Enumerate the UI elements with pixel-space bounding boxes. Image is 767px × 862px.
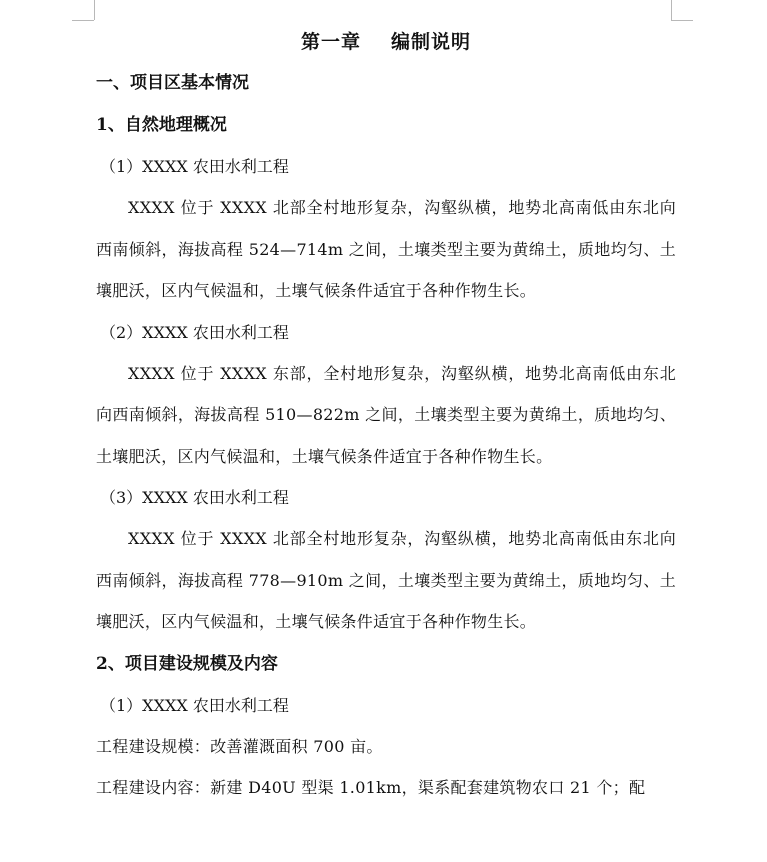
- crop-mark-top-left-horizontal: [72, 20, 94, 21]
- project-label-3: （3）XXXX 农田水利工程: [100, 488, 289, 507]
- project-paragraph-1: XXXX 位于 XXXX 北部全村地形复杂，沟壑纵横，地势北高南低由东北向西南倾斜，海拔高程 524—714m 之间，土壤类型主要为黄绵土，质地均匀、土壤肥沃，区内气候温和，土壤气候条件适宜于各种作物生长。: [96, 198, 676, 300]
- project-paragraph-3: XXXX 位于 XXXX 北部全村地形复杂，沟壑纵横，地势北高南低由东北向西南倾斜，海拔高程 778—910m 之间，土壤类型主要为黄绵土，质地均匀、土壤肥沃，区内气候温和，土壤气候条件适宜于各种作物生长。: [96, 529, 676, 631]
- crop-mark-top-left-vertical: [94, 0, 95, 20]
- section-heading-basic-info: 一、项目区基本情况: [96, 73, 249, 93]
- subsection-heading-scale: 2、项目建设规模及内容: [96, 653, 278, 674]
- project-label-2: （2）XXXX 农田水利工程: [100, 322, 289, 342]
- project-label-1: （1）XXXX 农田水利工程: [100, 157, 289, 176]
- crop-mark-top-right-horizontal: [671, 20, 693, 21]
- chapter-label: 第一章: [300, 31, 361, 53]
- scale-project-label-1: （1）XXXX 农田水利工程: [100, 695, 289, 715]
- construction-scale-line: 工程建设规模：改善灌溉面积 700 亩。: [96, 736, 383, 756]
- crop-mark-top-right-vertical: [671, 0, 672, 20]
- chapter-name: 编制说明: [391, 31, 472, 53]
- document-body: [96, 22, 676, 808]
- construction-content-line: 工程建设内容：新建 D40U 型渠 1.01km，渠系配套建筑物农口 21 个；配: [96, 777, 646, 797]
- project-paragraph-2: XXXX 位于 XXXX 东部，全村地形复杂，沟壑纵横，地势北高南低由东北向西南倾斜，海拔高程 510—822m 之间，土壤类型主要为黄绵土，质地均匀、土壤肥沃，区内气候温和，土壤气候条件适宜于各种作物生长。: [96, 363, 676, 466]
- chapter-title: [96, 22, 676, 62]
- subsection-heading-geography: 1、自然地理概况: [96, 115, 227, 135]
